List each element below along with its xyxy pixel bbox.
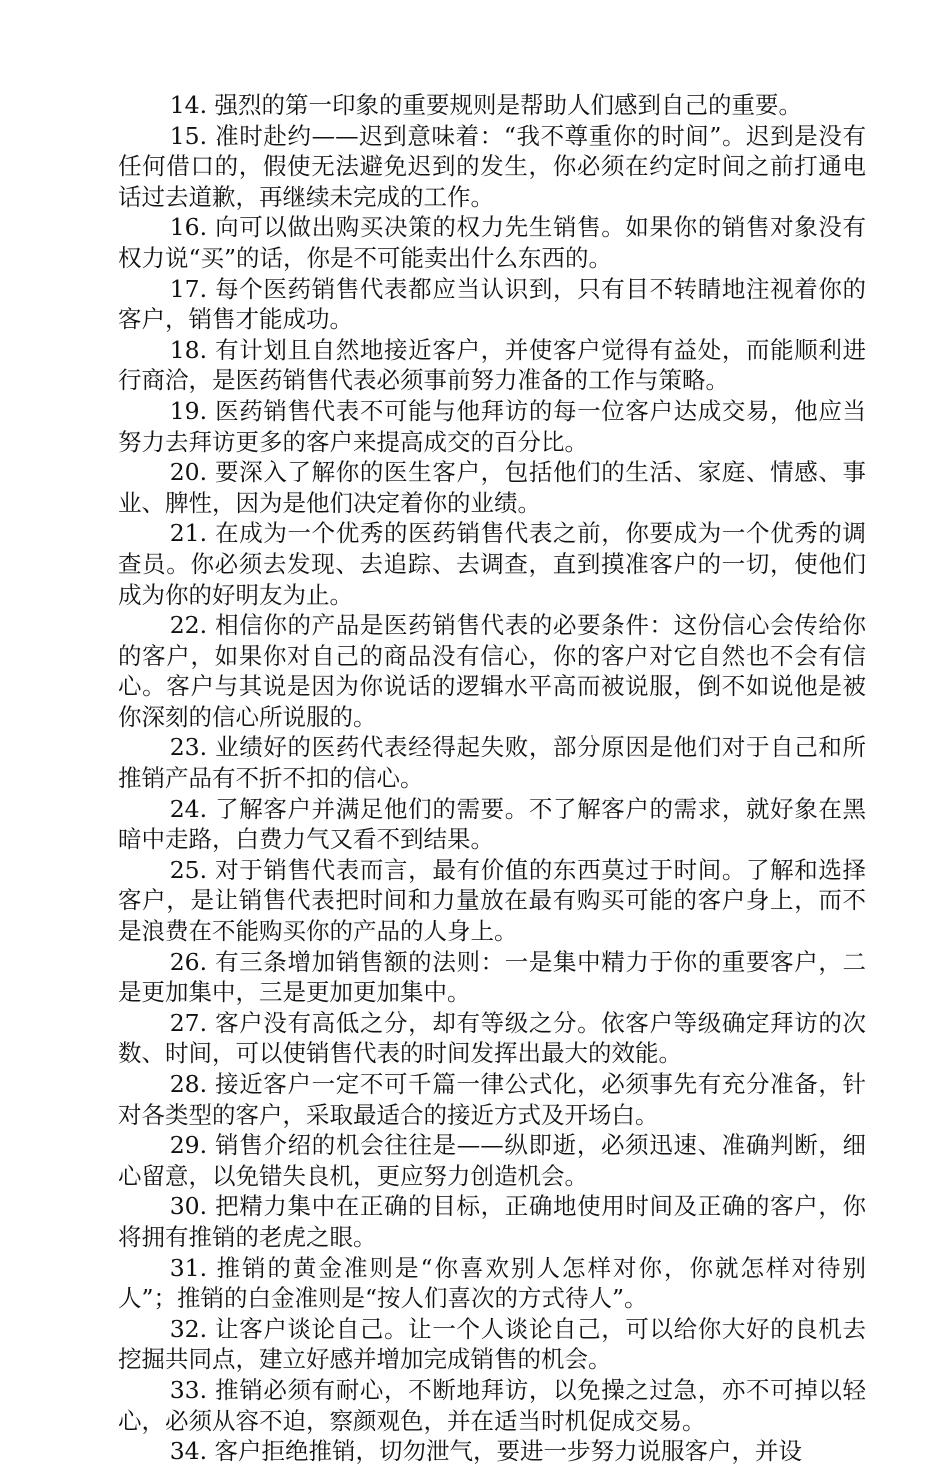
paragraph-29: 29. 销售介绍的机会往往是——纵即逝，必须迅速、准确判断，细心留意，以免错失良机，更应努力创造机会。 xyxy=(118,1131,866,1190)
paragraph-34: 34. 客户拒绝推销，切勿泄气，要进一步努力说服客户，并设 xyxy=(169,1437,803,1466)
document-page xyxy=(118,90,866,1467)
paragraph-33: 33. 推销必须有耐心，不断地拜访，以免操之过急，亦不可掉以轻心，必须从容不迫，察颜观色，并在适当时机促成交易。 xyxy=(118,1375,866,1435)
paragraph-23: 23. 业绩好的医药代表经得起失败，部分原因是他们对于自己和所推销产品有不折不扣的信心。 xyxy=(118,733,866,793)
paragraph-21: 21. 在成为一个优秀的医药销售代表之前，你要成为一个优秀的调查员。你必须去发现、去追踪、去调查，直到摸准客户的一切，使他们成为你的好明友为止。 xyxy=(118,519,866,609)
paragraph-22: 22. 相信你的产品是医药销售代表的必要条件：这份信心会传给你的客户，如果你对自己的商品没有信心，你的客户对它自然也不会有信心。客户与其说是因为你说话的逻辑水平高而被说服，倒不如说他是被你深刻的信心所说服的。 xyxy=(118,611,866,731)
paragraph-20: 20. 要深入了解你的医生客户，包括他们的生活、家庭、情感、事业、脾性，因为是他们决定着你的业绩。 xyxy=(118,458,866,517)
paragraph-32: 32. 让客户谈论自己。让一个人谈论自己，可以给你大好的良机去挖掘共同点，建立好感并增加完成销售的机会。 xyxy=(118,1314,866,1374)
paragraph-16: 16. 向可以做出购买决策的权力先生销售。如果你的销售对象没有权力说“买”的话，你是不可能卖出什么东西的。 xyxy=(118,213,866,272)
paragraph-30: 30. 把精力集中在正确的目标，正确地使用时间及正确的客户，你将拥有推销的老虎之眼。 xyxy=(118,1192,866,1251)
paragraph-19: 19. 医药销售代表不可能与他拜访的每一位客户达成交易，他应当努力去拜访更多的客户来提高成交的百分比。 xyxy=(118,396,866,456)
paragraph-26: 26. 有三条增加销售额的法则：一是集中精力于你的重要客户，二是更加集中，三是更加更加集中。 xyxy=(118,947,866,1007)
paragraph-24: 24. 了解客户并满足他们的需要。不了解客户的需求，就好象在黑暗中走路，白费力气又看不到结果。 xyxy=(118,794,866,854)
paragraph-25: 25. 对于销售代表而言，最有价值的东西莫过于时间。了解和选择客户，是让销售代表把时间和力量放在最有购买可能的客户身上，而不是浪费在不能购买你的产品的人身上。 xyxy=(118,855,866,946)
paragraph-18: 18. 有计划且自然地接近客户，并使客户觉得有益处，而能顺利进行商洽，是医药销售代表必须事前努力准备的工作与策略。 xyxy=(118,335,866,395)
paragraph-31: 31. 推销的黄金准则是“你喜欢别人怎样对你，你就怎样对待别人”；推销的白金准则是“按人们喜次的方式待人”。 xyxy=(118,1253,866,1313)
paragraph-28: 28. 接近客户一定不可千篇一律公式化，必须事先有充分准备，针对各类型的客户，采取最适合的接近方式及开场白。 xyxy=(118,1070,866,1129)
paragraph-14: 14. 强烈的第一印象的重要规则是帮助人们感到自己的重要。 xyxy=(169,91,803,119)
paragraph-15: 15. 准时赴约——迟到意味着：“我不尊重你的时间”。迟到是没有任何借口的，假使无法避免迟到的发生，你必须在约定时间之前打通电话过去道歉，再继续未完成的工作。 xyxy=(118,121,866,211)
paragraph-27: 27. 客户没有高低之分，却有等级之分。依客户等级确定拜访的次数、时间，可以使销售代表的时间发挥出最大的效能。 xyxy=(118,1008,866,1068)
paragraph-17: 17. 每个医药销售代表都应当认识到，只有目不转睛地注视着你的客户，销售才能成功。 xyxy=(118,274,866,334)
